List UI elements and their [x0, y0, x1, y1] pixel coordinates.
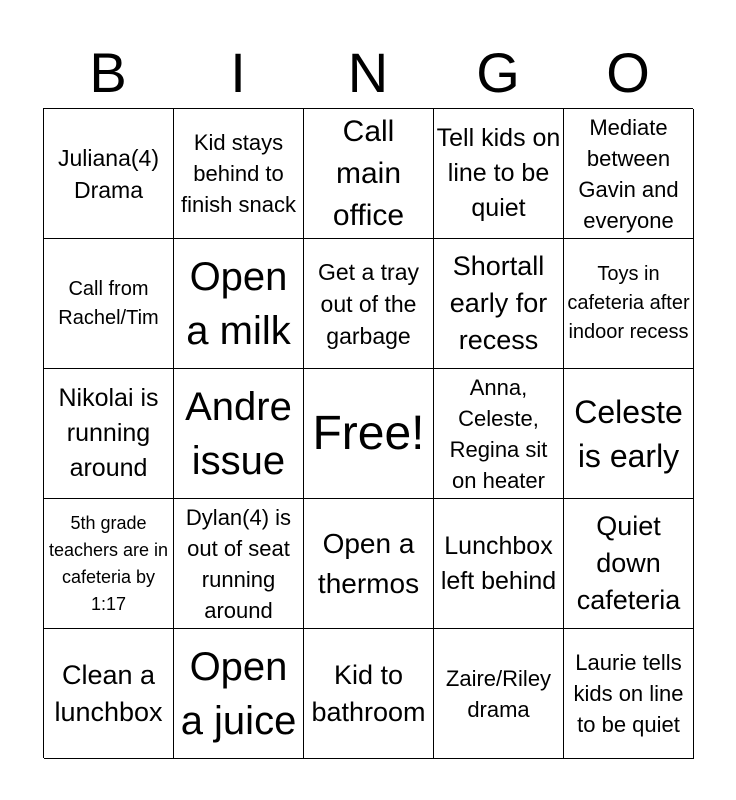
bingo-cell[interactable]: Laurie tells kids on line to be quiet	[564, 629, 694, 759]
header-letter-n: N	[347, 41, 389, 104]
bingo-cell[interactable]: Lunchbox left behind	[434, 499, 564, 629]
bingo-cell[interactable]: Get a tray out of the garbage	[304, 239, 434, 369]
bingo-cell-free[interactable]: Free!	[304, 369, 434, 499]
bingo-header	[43, 40, 693, 106]
header-letter-o: O	[606, 41, 650, 104]
bingo-cell[interactable]: Quiet down cafeteria	[564, 499, 694, 629]
bingo-cell[interactable]: Toys in cafeteria after indoor recess	[564, 239, 694, 369]
bingo-cell[interactable]: Open a juice	[174, 629, 304, 759]
bingo-cell[interactable]: Clean a lunchbox	[44, 629, 174, 759]
bingo-cell[interactable]: Tell kids on line to be quiet	[434, 109, 564, 239]
bingo-cell[interactable]: Shortall early for recess	[434, 239, 564, 369]
bingo-cell[interactable]: Mediate between Gavin and everyone	[564, 109, 694, 239]
bingo-board	[43, 108, 693, 758]
bingo-cell[interactable]: Kid stays behind to finish snack	[174, 109, 304, 239]
bingo-cell[interactable]: Juliana(4) Drama	[44, 109, 174, 239]
bingo-cell[interactable]: Zaire/Riley drama	[434, 629, 564, 759]
bingo-cell[interactable]: Open a thermos	[304, 499, 434, 629]
bingo-cell[interactable]: Andre issue	[174, 369, 304, 499]
header-letter-i: I	[230, 41, 246, 104]
bingo-cell[interactable]: 5th grade teachers are in cafeteria by 1:17	[44, 499, 174, 629]
header-letter-b: B	[89, 41, 127, 104]
bingo-cell[interactable]: Nikolai is running around	[44, 369, 174, 499]
bingo-cell[interactable]: Call from Rachel/Tim	[44, 239, 174, 369]
bingo-cell[interactable]: Kid to bathroom	[304, 629, 434, 759]
bingo-cell[interactable]: Dylan(4) is out of seat running around	[174, 499, 304, 629]
header-letter-g: G	[476, 41, 520, 104]
bingo-cell[interactable]: Open a milk	[174, 239, 304, 369]
bingo-cell[interactable]: Celeste is early	[564, 369, 694, 499]
bingo-cell[interactable]: Anna, Celeste, Regina sit on heater	[434, 369, 564, 499]
bingo-cell[interactable]: Call main office	[304, 109, 434, 239]
